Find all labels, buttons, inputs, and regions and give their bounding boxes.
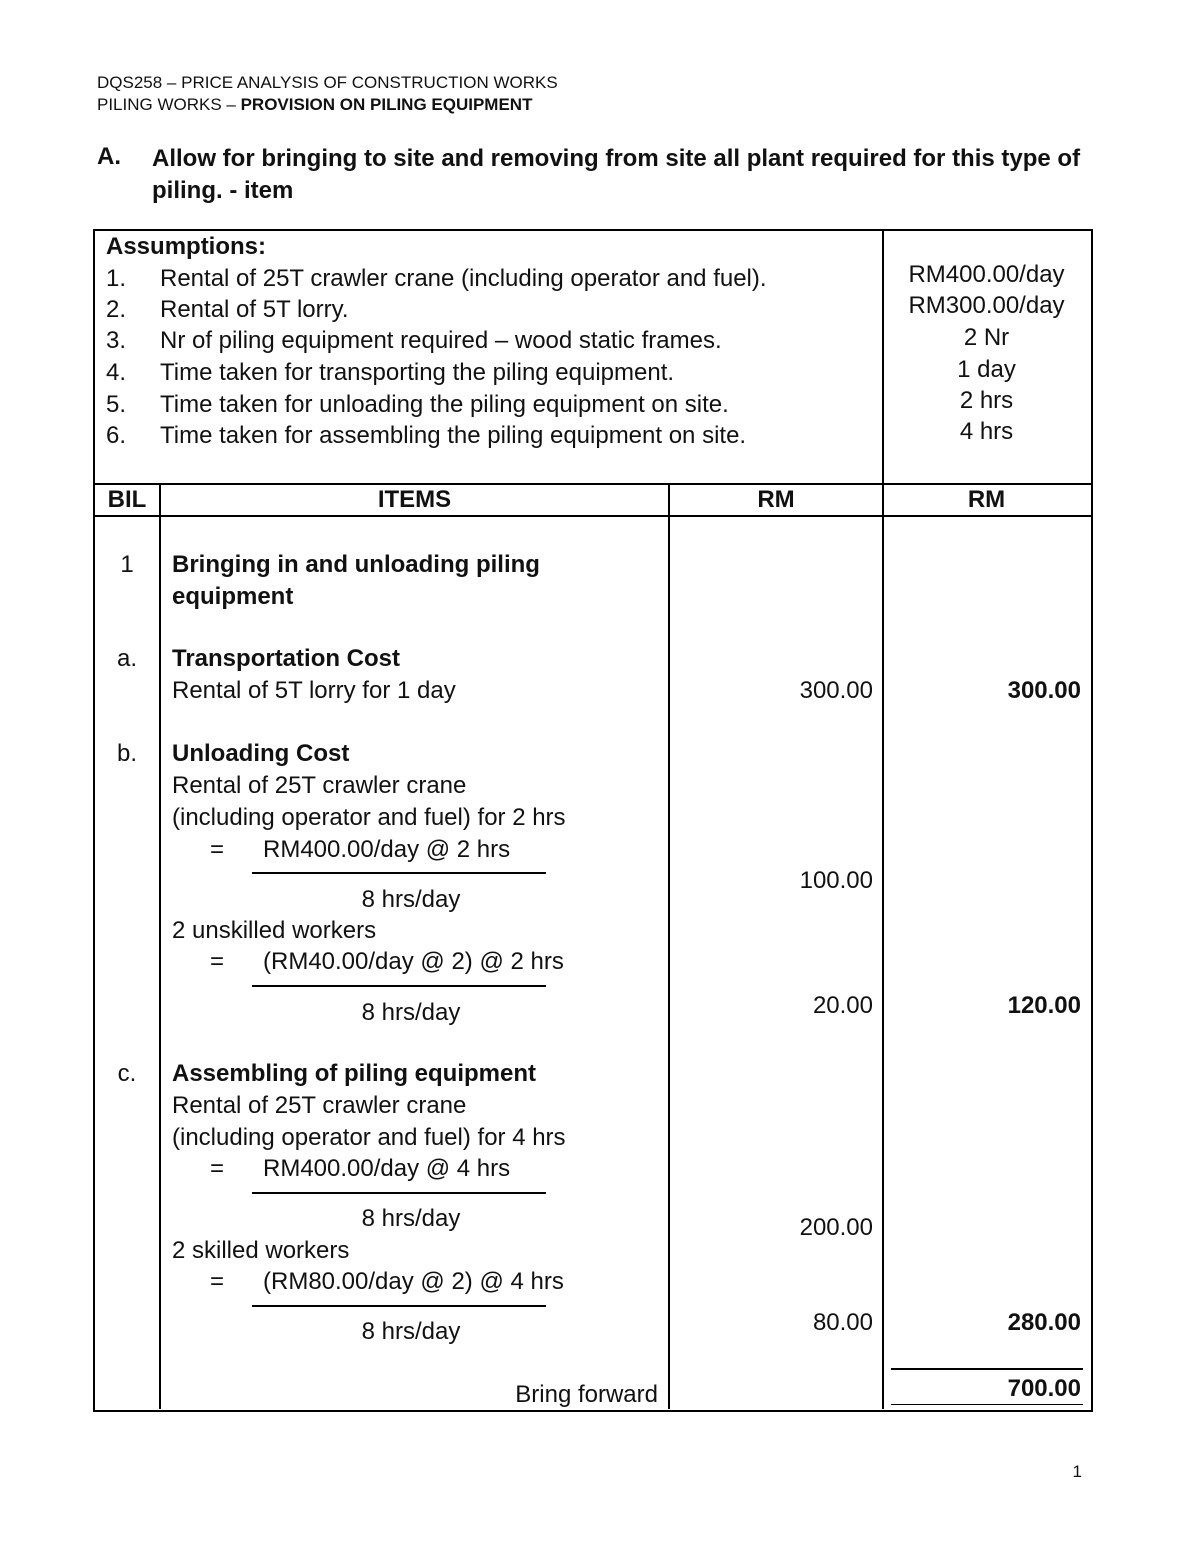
rm-total: 280.00 xyxy=(1007,1309,1081,1336)
rm-value: 200.00 xyxy=(799,1214,873,1241)
sub-item-desc: (including operator and fuel) for 4 hrs xyxy=(172,1124,566,1151)
formula-denominator: 8 hrs/day xyxy=(361,886,461,913)
bring-forward-label: Bring forward xyxy=(515,1381,658,1408)
assumption-no: 2. xyxy=(106,296,127,323)
page-number: 1 xyxy=(1072,1462,1082,1481)
item-title: Bringing in and unloading piling xyxy=(172,551,540,578)
assumption-no: 6. xyxy=(106,422,127,449)
sub-item-desc: Rental of 25T crawler crane xyxy=(172,772,467,799)
assumption-no: 5. xyxy=(106,391,127,418)
fraction-bar xyxy=(252,985,546,987)
assumption-text: Rental of 25T crawler crane (including operator and fuel). xyxy=(160,265,767,292)
workers-label: 2 unskilled workers xyxy=(172,917,377,944)
column-header-bil: BIL xyxy=(107,486,147,513)
assumption-no: 3. xyxy=(106,327,127,354)
sub-item-letter: b. xyxy=(116,740,137,767)
total-double-rule xyxy=(891,1404,1083,1405)
subject-title xyxy=(97,95,532,115)
assumption-text: Nr of piling equipment required – wood static frames. xyxy=(160,327,722,354)
section-title: Allow for bringing to site and removing from site all plant required for this type of piling. - item xyxy=(152,145,1081,204)
subject-prefix: PILING WORKS – xyxy=(97,95,241,114)
formula-numerator: RM400.00/day @ 4 hrs xyxy=(263,1155,511,1182)
rm-value: 100.00 xyxy=(799,867,873,894)
column-header-items: ITEMS xyxy=(377,486,452,513)
sub-item-desc: (including operator and fuel) for 2 hrs xyxy=(172,804,566,831)
formula-numerator: RM400.00/day @ 2 hrs xyxy=(263,836,511,863)
sub-item-title: Unloading Cost xyxy=(172,740,350,767)
formula-numerator: (RM80.00/day @ 2) @ 4 hrs xyxy=(263,1268,564,1295)
sub-item-desc: Rental of 25T crawler crane xyxy=(172,1092,467,1119)
rm-total: 300.00 xyxy=(1007,677,1081,704)
assumption-no: 1. xyxy=(106,265,127,292)
rm-value: 20.00 xyxy=(812,992,873,1019)
assumptions-heading: Assumptions: xyxy=(106,233,267,260)
column-header-rm-total: RM xyxy=(967,486,1006,513)
formula-numerator: (RM40.00/day @ 2) @ 2 hrs xyxy=(263,948,564,975)
rm-total: 120.00 xyxy=(1007,992,1081,1019)
equals-sign: = xyxy=(210,948,225,975)
item-number: 1 xyxy=(120,551,134,578)
assumption-value: RM300.00/day xyxy=(908,292,1065,319)
assumption-value: 2 Nr xyxy=(963,324,1010,351)
total-rule xyxy=(891,1368,1083,1370)
section-letter: A. xyxy=(97,143,121,170)
workers-label: 2 skilled workers xyxy=(172,1237,350,1264)
subject-bold: PROVISION ON PILING EQUIPMENT xyxy=(240,95,533,114)
bring-forward-total: 700.00 xyxy=(1007,1375,1081,1402)
assumption-value: 1 day xyxy=(957,356,1016,383)
assumption-value: 2 hrs xyxy=(959,387,1014,414)
rm-value: 300.00 xyxy=(799,677,873,704)
equals-sign: = xyxy=(210,836,225,863)
equals-sign: = xyxy=(210,1268,225,1295)
sub-item-desc: Rental of 5T lorry for 1 day xyxy=(172,677,456,704)
formula-denominator: 8 hrs/day xyxy=(361,999,461,1026)
equals-sign: = xyxy=(210,1155,225,1182)
fraction-bar xyxy=(252,872,546,874)
assumption-value: RM400.00/day xyxy=(908,261,1065,288)
assumption-text: Time taken for unloading the piling equipment on site. xyxy=(160,391,729,418)
assumption-text: Time taken for transporting the piling equipment. xyxy=(160,359,675,386)
rm-value: 80.00 xyxy=(812,1309,873,1336)
assumption-no: 4. xyxy=(106,359,127,386)
course-title: DQS258 – PRICE ANALYSIS OF CONSTRUCTION WORKS xyxy=(97,73,558,92)
formula-denominator: 8 hrs/day xyxy=(361,1205,461,1232)
fraction-bar xyxy=(252,1305,546,1307)
assumption-value: 4 hrs xyxy=(959,418,1014,445)
sub-item-letter: c. xyxy=(117,1060,137,1087)
formula-denominator: 8 hrs/day xyxy=(361,1318,461,1345)
column-header-rm: RM xyxy=(757,486,795,513)
assumption-text: Rental of 5T lorry. xyxy=(160,296,349,323)
item-title-cont: equipment xyxy=(172,583,294,610)
assumption-text: Time taken for assembling the piling equipment on site. xyxy=(160,422,747,449)
fraction-bar xyxy=(252,1192,546,1194)
sub-item-title: Transportation Cost xyxy=(172,645,401,672)
sub-item-letter: a. xyxy=(116,645,137,672)
sub-item-title: Assembling of piling equipment xyxy=(172,1060,537,1087)
